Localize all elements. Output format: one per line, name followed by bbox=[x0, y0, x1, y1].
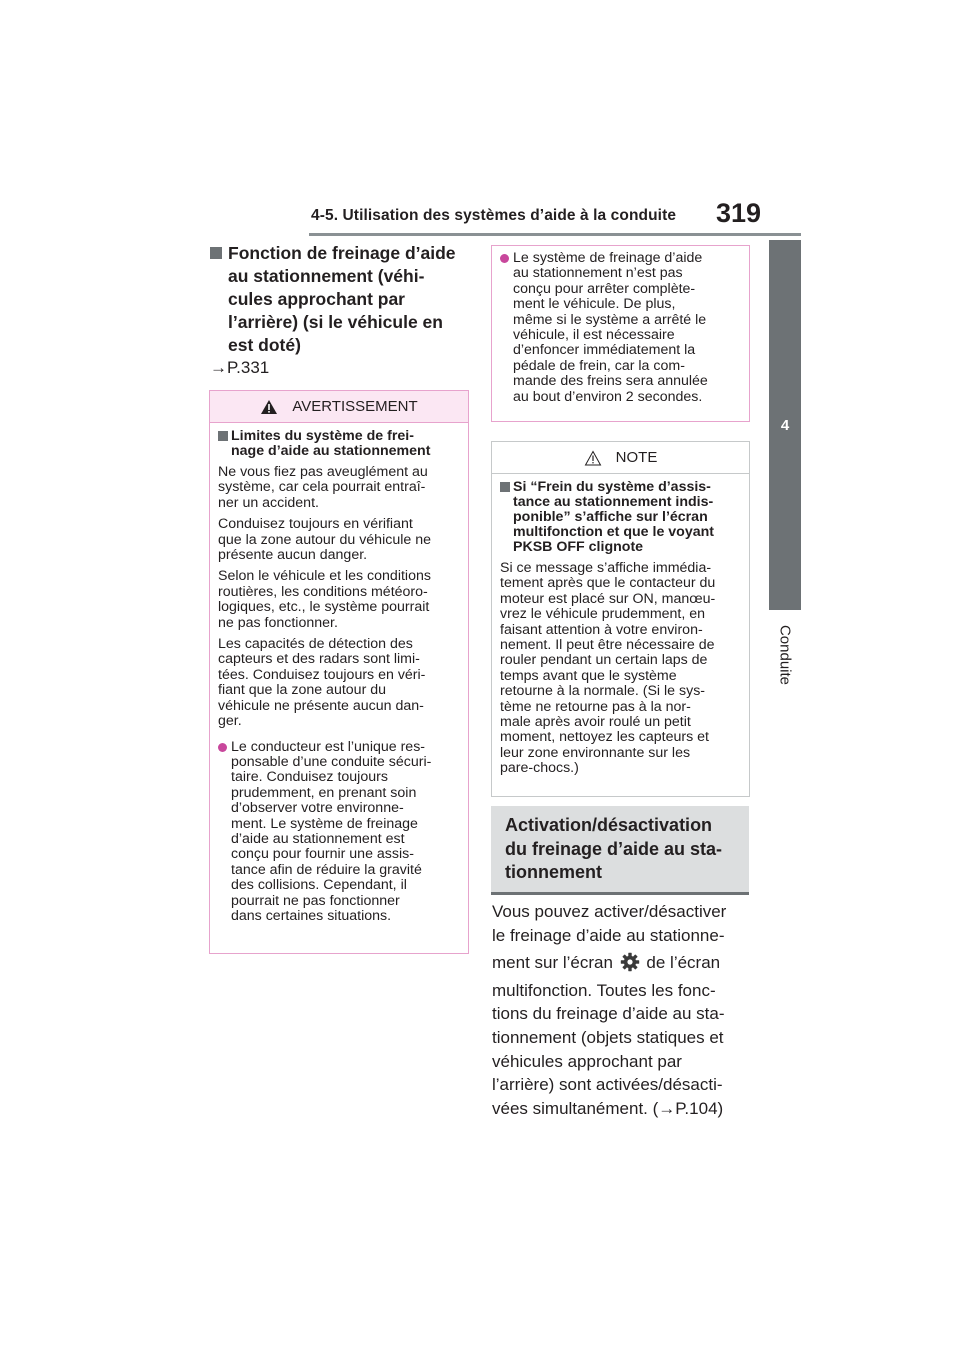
note-paragraph bbox=[500, 561, 741, 777]
activation-title bbox=[505, 814, 722, 885]
bullet-line: ponsable d’une conduite sécuri- bbox=[231, 753, 432, 770]
note-body bbox=[492, 474, 749, 777]
bullet-line: conçu pour arrêter complète- bbox=[513, 280, 696, 297]
text-line: Vous pouvez activer/désactiver bbox=[492, 902, 727, 921]
text-line: tions du freinage d’aide au sta- bbox=[492, 1004, 725, 1024]
activation-text bbox=[492, 900, 754, 1120]
text-line: le freinage d’aide au stationne- bbox=[492, 925, 725, 945]
warning-continuation-body bbox=[492, 246, 749, 405]
paragraph-line: Si ce message s’affiche immédia- bbox=[500, 560, 712, 576]
note-title: NOTE bbox=[615, 449, 658, 466]
text-line: tionnement (objets statiques et bbox=[492, 1027, 724, 1047]
bullet-line: d’enfoncer immédiatement la bbox=[513, 342, 696, 359]
paragraph-line: capteurs et des radars sont limi- bbox=[218, 651, 420, 668]
paragraph-line: tement après que le contacteur du bbox=[500, 575, 716, 592]
subheading-line: Limites du système de frei- bbox=[231, 428, 414, 444]
warning-bullet bbox=[218, 740, 460, 925]
chapter-label bbox=[764, 615, 806, 695]
warning-box bbox=[209, 390, 469, 954]
warning-paragraph bbox=[218, 569, 460, 631]
bullet-line: même si le système a arrêté le bbox=[513, 311, 707, 328]
text-fragment: de l’écran bbox=[646, 953, 721, 973]
section-title: 4-5. Utilisation des systèmes d’aide à la conduite bbox=[311, 207, 677, 224]
note-subheading bbox=[500, 480, 741, 555]
paragraph-line: logiques, etc., le système pourrait bbox=[218, 599, 430, 616]
note-header bbox=[492, 442, 749, 474]
bullet-line: Le système de freinage d’aide bbox=[513, 250, 703, 266]
warning-paragraph bbox=[218, 465, 460, 511]
paragraph-line: Les capacités de détection des bbox=[218, 636, 413, 653]
bullet-line: d’aide au stationnement est bbox=[231, 830, 405, 847]
warning-paragraph bbox=[218, 637, 460, 729]
paragraph-line: faisant attention à votre environ- bbox=[500, 621, 703, 638]
page-reference[interactable]: →P.331 bbox=[210, 358, 270, 377]
gear-icon bbox=[620, 952, 640, 972]
left-heading bbox=[210, 242, 470, 357]
paragraph-line: ner un accident. bbox=[218, 494, 319, 511]
paragraph-line: tème ne retourne pas à la nor- bbox=[500, 698, 691, 715]
subheading-line: ponible” s’affiche sur l’écran bbox=[513, 509, 708, 525]
paragraph-line: retourne à la normale. (Si le sys- bbox=[500, 683, 706, 700]
warning-subheading bbox=[218, 429, 460, 459]
warning-body bbox=[210, 423, 468, 924]
bullet-line: d’observer votre environne- bbox=[231, 800, 404, 817]
heading-line: Fonction de freinage d’aide bbox=[228, 243, 456, 263]
text-fragment: ment sur l’écran bbox=[492, 953, 613, 973]
warning-paragraph bbox=[218, 517, 460, 563]
bullet-line: des collisions. Cependant, il bbox=[231, 877, 407, 894]
chapter-number: 4 bbox=[780, 416, 790, 434]
bullet-line: pourrait ne pas fonctionner bbox=[231, 892, 400, 909]
paragraph-line: nement. Il peut être nécessaire de bbox=[500, 637, 715, 654]
heading-line: l’arrière) (si le véhicule en bbox=[228, 312, 443, 332]
warning-triangle-icon bbox=[260, 399, 278, 415]
paragraph-line: male après avoir roulé un petit bbox=[500, 714, 691, 731]
warning-bullet bbox=[500, 251, 741, 405]
heading-line: cules approchant par bbox=[228, 289, 405, 309]
heading-line: est doté) bbox=[228, 335, 301, 355]
header-rule bbox=[309, 233, 801, 236]
paragraph-line: système, car cela pourrait entraî- bbox=[218, 479, 426, 496]
text-line: l’arrière) sont activées/désacti- bbox=[492, 1075, 723, 1095]
subheading-line: nage d’aide au stationnement bbox=[231, 443, 431, 459]
bullet-line: ment. Le système de freinage bbox=[231, 815, 418, 832]
subheading-line: PKSB OFF clignote bbox=[513, 539, 644, 555]
bullet-line: au stationnement n’est pas bbox=[513, 265, 683, 282]
page-number: 319 bbox=[716, 198, 762, 228]
paragraph-line: Conduisez toujours en vérifiant bbox=[218, 516, 413, 533]
paragraph-line: routières, les conditions météoro- bbox=[218, 583, 428, 600]
text-line-with-icon bbox=[492, 951, 754, 975]
title-line: tionnement bbox=[505, 862, 602, 882]
paragraph-line: temps avant que le système bbox=[500, 667, 677, 684]
subheading-line: Si “Frein du système d’assis- bbox=[513, 479, 711, 495]
subheading-line: tance au stationnement indis- bbox=[513, 494, 714, 510]
square-bullet-icon bbox=[500, 482, 510, 492]
bullet-line: au bout d’environ 2 secondes. bbox=[513, 388, 703, 405]
paragraph-line: ne pas fonctionner. bbox=[218, 614, 338, 631]
warning-header bbox=[210, 391, 468, 423]
text-line: véhicules approchant par bbox=[492, 1051, 682, 1071]
paragraph-line: ger. bbox=[218, 713, 242, 730]
activation-heading-block bbox=[491, 806, 749, 895]
title-line: Activation/désactivation bbox=[505, 815, 713, 835]
subheading-line: multifonction et que le voyant bbox=[513, 524, 715, 540]
text-line: multifonction. Toutes les fonc- bbox=[492, 980, 716, 1000]
heading-line: au stationnement (véhi- bbox=[228, 266, 425, 286]
paragraph-line: leur zone environnante sur les bbox=[500, 744, 691, 761]
round-bullet-icon bbox=[218, 743, 227, 752]
bullet-line: prudemment, en prenant soin bbox=[231, 784, 417, 801]
paragraph-line: vrez le véhicule prudemment, en bbox=[500, 606, 706, 623]
paragraph-line: que la zone autour du véhicule ne bbox=[218, 531, 431, 548]
bullet-line: conçu pour fournir une assis- bbox=[231, 846, 414, 863]
warning-continuation-box bbox=[491, 245, 750, 422]
paragraph-line: Selon le véhicule et les conditions bbox=[218, 568, 431, 585]
bullet-line: dans certaines situations. bbox=[231, 907, 392, 924]
warning-title: AVERTISSEMENT bbox=[292, 398, 418, 415]
chapter-tab bbox=[769, 240, 801, 610]
paragraph-line: fiant que la zone autour du bbox=[218, 682, 387, 699]
round-bullet-icon bbox=[500, 254, 509, 263]
bullet-line: Le conducteur est l’unique res- bbox=[231, 738, 426, 755]
title-line: du freinage d’aide au sta- bbox=[505, 838, 723, 859]
bullet-line: véhicule, il est nécessaire bbox=[513, 327, 675, 344]
paragraph-line: véhicule ne présente aucun dan- bbox=[218, 697, 424, 714]
paragraph-line: moteur est placé sur ON, manœu- bbox=[500, 590, 716, 607]
note-box bbox=[491, 441, 750, 797]
paragraph-line: tées. Conduisez toujours en véri- bbox=[218, 666, 426, 683]
chapter-label-text: Conduite bbox=[776, 624, 794, 686]
paragraph-line: Ne vous fiez pas aveuglément au bbox=[218, 464, 428, 480]
bullet-line: mande des freins sera annulée bbox=[513, 373, 708, 390]
paragraph-line: rouler pendant un certain laps de bbox=[500, 652, 708, 669]
square-bullet-icon bbox=[218, 431, 228, 441]
paragraph-line: moment, nettoyez les capteurs et bbox=[500, 729, 709, 746]
bullet-line: tance afin de réduire la gravité bbox=[231, 861, 422, 878]
square-bullet-icon bbox=[210, 247, 222, 259]
bullet-line: pédale de frein, car la com- bbox=[513, 357, 685, 374]
paragraph-line: pare-chocs.) bbox=[500, 760, 579, 777]
bullet-line: ment le véhicule. De plus, bbox=[513, 296, 676, 313]
bullet-line: taire. Conduisez toujours bbox=[231, 769, 388, 786]
text-line: vées simultanément. (→P.104) bbox=[492, 1098, 724, 1118]
paragraph-line: présente aucun danger. bbox=[218, 547, 368, 564]
caution-triangle-icon bbox=[584, 450, 602, 466]
